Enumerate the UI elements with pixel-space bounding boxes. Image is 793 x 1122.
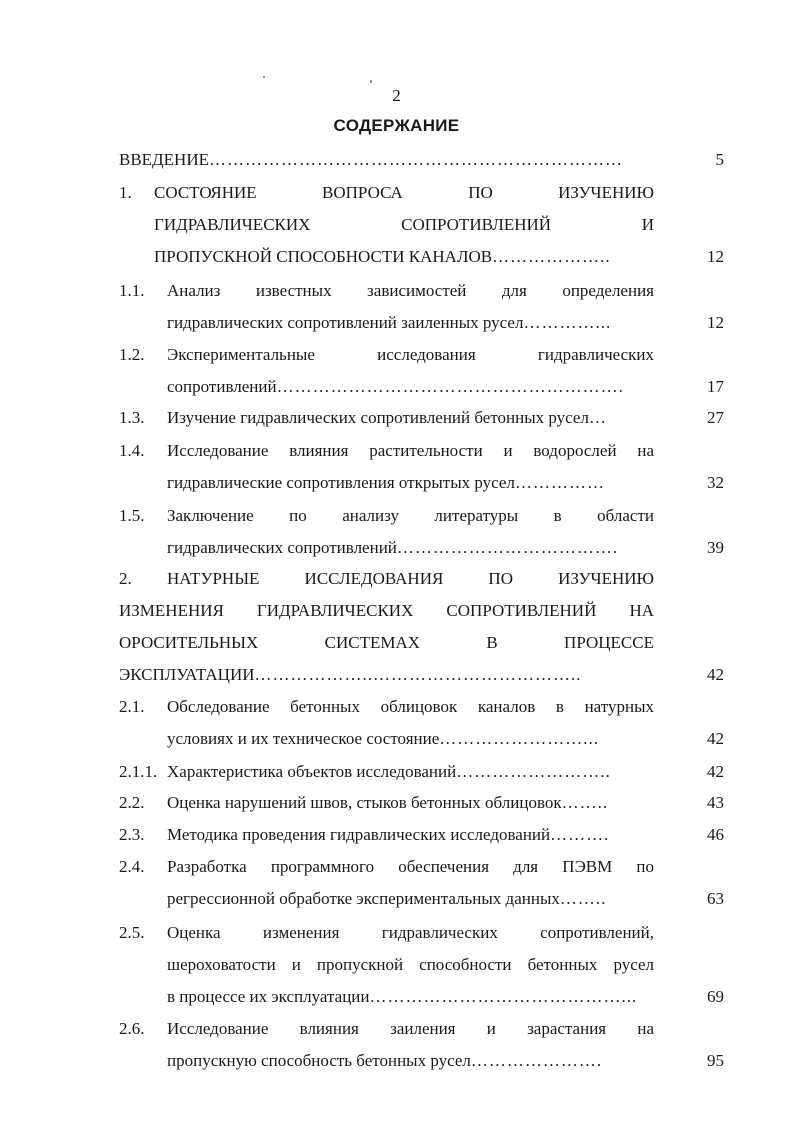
toc-page-number: 46 bbox=[707, 825, 724, 844]
toc-entry-title: Методика проведения гидравлических исследований………. bbox=[167, 825, 610, 844]
toc-entry-title: сопротивлений…………………………………………………. bbox=[167, 377, 624, 396]
toc-page-number: 39 bbox=[707, 538, 724, 557]
toc-entry-title: Анализ известных зависимостей для определения bbox=[167, 281, 654, 300]
toc-entry-title: условиях и их техническое состояние……………………... bbox=[167, 729, 600, 748]
toc-entry-title: в процессе их эксплуатации……………………………………... bbox=[167, 987, 638, 1006]
toc-entry-title: Разработка программного обеспечения для ПЭВМ по bbox=[167, 857, 654, 876]
toc-entry-title: СОСТОЯНИЕ ВОПРОСА ПО ИЗУЧЕНИЮ bbox=[154, 183, 654, 202]
toc-page-number: 17 bbox=[707, 377, 724, 396]
toc-page-number: 12 bbox=[707, 247, 724, 266]
toc-entry-title: Экспериментальные исследования гидравлических bbox=[167, 345, 654, 364]
toc-section-number: 1.5. bbox=[119, 506, 145, 525]
toc-entry-title: шероховатости и пропускной способности бетонных русел bbox=[167, 955, 654, 974]
toc-page-number: 32 bbox=[707, 473, 724, 492]
toc-page-number: 95 bbox=[707, 1051, 724, 1070]
toc-entry-title: Оценка изменения гидравлических сопротивлений, bbox=[167, 923, 654, 942]
toc-page-number: 69 bbox=[707, 987, 724, 1006]
toc-entry-title: пропускную способность бетонных русел…………………. bbox=[167, 1051, 603, 1070]
toc-page-number: 43 bbox=[707, 793, 724, 812]
toc-entry-title: регрессионной обработке экспериментальных данных…….. bbox=[167, 889, 607, 908]
toc-page-number: 42 bbox=[707, 729, 724, 748]
toc-section-number: 1.4. bbox=[119, 441, 145, 460]
toc-page-number: 5 bbox=[715, 150, 724, 169]
toc-entry-title: НАТУРНЫЕ ИССЛЕДОВАНИЯ ПО ИЗУЧЕНИЮ bbox=[167, 569, 654, 588]
toc-entry-title: гидравлических сопротивлений………………………………. bbox=[167, 538, 619, 557]
toc-entry-title: Характеристика объектов исследований…………………….. bbox=[167, 762, 611, 781]
toc-section-number: 1.2. bbox=[119, 345, 145, 364]
scan-speck bbox=[263, 76, 265, 78]
toc-entry-title: ВВЕДЕНИЕ…………………………………………………………… bbox=[119, 150, 623, 169]
toc-section-number: 1. bbox=[119, 183, 132, 202]
toc-entry-title: гидравлических сопротивлений заиленных русел…………... bbox=[167, 313, 612, 332]
toc-section-number: 2. bbox=[119, 569, 132, 588]
toc-entry-title: Исследование влияния растительности и водорослей на bbox=[167, 441, 654, 460]
page-number: 2 bbox=[392, 86, 401, 105]
toc-section-number: 2.1. bbox=[119, 697, 145, 716]
toc-entry-title: Заключение по анализу литературы в области bbox=[167, 506, 654, 525]
toc-section-number: 2.5. bbox=[119, 923, 145, 942]
toc-entry-title: Оценка нарушений швов, стыков бетонных облицовок…….. bbox=[167, 793, 609, 812]
toc-section-number: 2.6. bbox=[119, 1019, 145, 1038]
toc-entry-title: Обследование бетонных облицовок каналов в натурных bbox=[167, 697, 654, 716]
toc-page-number: 42 bbox=[707, 665, 724, 684]
toc-section-number: 2.3. bbox=[119, 825, 145, 844]
toc-section-number: 2.1.1. bbox=[119, 762, 158, 781]
toc-entry-title: Изучение гидравлических сопротивлений бетонных русел… bbox=[167, 408, 607, 427]
toc-entry-title: ГИДРАВЛИЧЕСКИХ СОПРОТИВЛЕНИЙ И bbox=[154, 215, 654, 234]
toc-entry-title: ОРОСИТЕЛЬНЫХ СИСТЕМАХ В ПРОЦЕССЕ bbox=[119, 633, 654, 652]
toc-entry-title: ПРОПУСКНОЙ СПОСОБНОСТИ КАНАЛОВ……………….. bbox=[154, 247, 611, 266]
toc-section-number: 1.3. bbox=[119, 408, 145, 427]
toc-page-number: 63 bbox=[707, 889, 724, 908]
toc-page-number: 42 bbox=[707, 762, 724, 781]
toc-heading: СОДЕРЖАНИЕ bbox=[333, 116, 460, 135]
toc-entry-title: ЭКСПЛУАТАЦИИ………………..…………………………….. bbox=[119, 665, 582, 684]
toc-entry-title: Исследование влияния заиления и зарастания на bbox=[167, 1019, 654, 1038]
toc-entry-title: ИЗМЕНЕНИЯ ГИДРАВЛИЧЕСКИХ СОПРОТИВЛЕНИЙ НА bbox=[119, 601, 654, 620]
toc-entry-title: гидравлические сопротивления открытых русел…………… bbox=[167, 473, 605, 492]
toc-section-number: 1.1. bbox=[119, 281, 145, 300]
toc-page-number: 27 bbox=[707, 408, 724, 427]
toc-section-number: 2.2. bbox=[119, 793, 145, 812]
toc-page-number: 12 bbox=[707, 313, 724, 332]
toc-section-number: 2.4. bbox=[119, 857, 145, 876]
scan-speck bbox=[370, 80, 372, 83]
